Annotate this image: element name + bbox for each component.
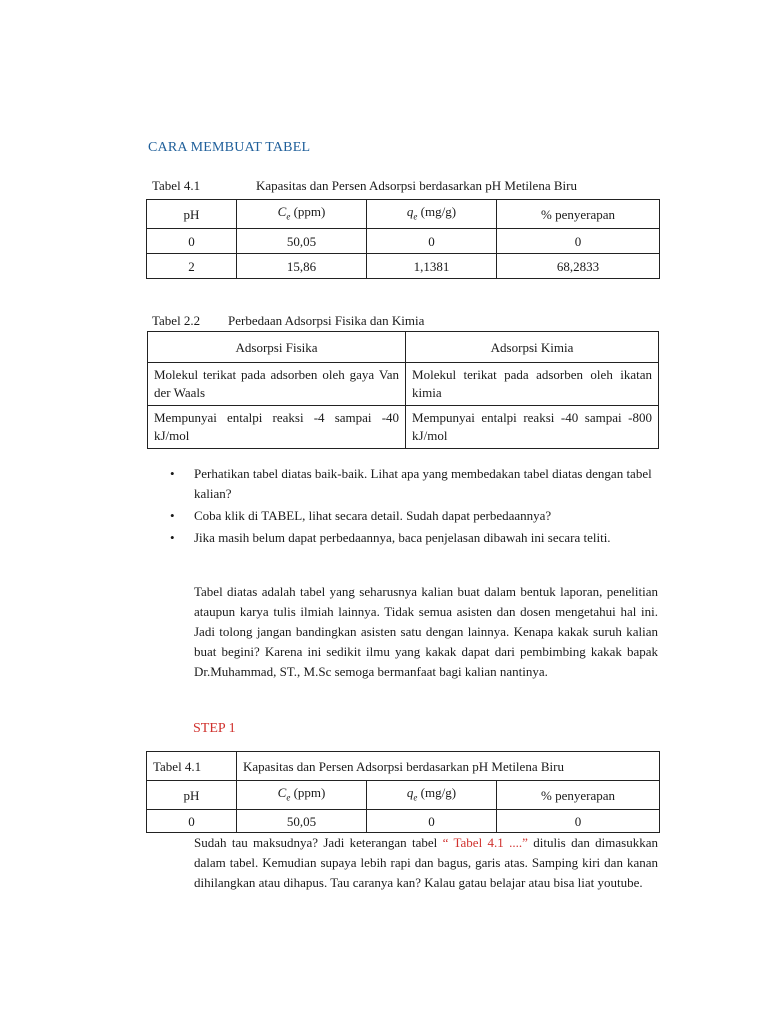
table3-header-qe: $q_e$ (mg/g) bbox=[367, 781, 497, 810]
table-cell: 0 bbox=[367, 810, 497, 833]
table3-caption-text: Kapasitas dan Persen Adsorpsi berdasarkan pH Metilena Biru bbox=[237, 752, 660, 781]
table3 bbox=[146, 751, 660, 833]
table-cell: 0 bbox=[497, 810, 660, 833]
table-row bbox=[148, 363, 659, 406]
table-cell: Molekul terikat pada adsorben oleh gaya Van der Waals bbox=[148, 363, 406, 406]
table1-header-penyerapan: % penyerapan bbox=[497, 200, 660, 229]
table1-caption-text: Kapasitas dan Persen Adsorpsi berdasarkan pH Metilena Biru bbox=[256, 178, 577, 193]
table-cell: 50,05 bbox=[237, 810, 367, 833]
bullet-icon: • bbox=[170, 508, 175, 523]
table1-header-ce: $C_e$ (ppm) bbox=[237, 200, 367, 229]
table-cell: Molekul terikat pada adsorben oleh ikatan kimia bbox=[406, 363, 659, 406]
table1-caption bbox=[152, 176, 577, 195]
table2-header-fisika: Adsorpsi Fisika bbox=[148, 332, 406, 363]
table-cell: 2 bbox=[147, 254, 237, 279]
table-row bbox=[148, 406, 659, 449]
table-cell: Mempunyai entalpi reaksi -40 sampai -800 kJ/mol bbox=[406, 406, 659, 449]
table-cell: 15,86 bbox=[237, 254, 367, 279]
highlighted-caption-text: “ Tabel 4.1 ....” bbox=[442, 835, 528, 850]
table-cell: Mempunyai entalpi reaksi -4 sampai -40 kJ/mol bbox=[148, 406, 406, 449]
table1-header-qe: $q_e$ (mg/g) bbox=[367, 200, 497, 229]
page-heading: CARA MEMBUAT TABEL bbox=[148, 140, 311, 155]
table3-caption-number: Tabel 4.1 bbox=[147, 752, 237, 781]
step-label: STEP 1 bbox=[193, 721, 236, 736]
list-item: • Coba klik di TABEL, lihat secara detail. Sudah dapat perbedaannya? bbox=[170, 506, 660, 526]
table-cell: 0 bbox=[367, 229, 497, 254]
table1-caption-number: Tabel 4.1 bbox=[152, 178, 201, 193]
table-cell: 68,2833 bbox=[497, 254, 660, 279]
table-cell: 0 bbox=[497, 229, 660, 254]
table-cell: 50,05 bbox=[237, 229, 367, 254]
table2-header-kimia: Adsorpsi Kimia bbox=[406, 332, 659, 363]
table2-caption bbox=[152, 311, 424, 330]
table3-header-penyerapan: % penyerapan bbox=[497, 781, 660, 810]
bullet-icon: • bbox=[170, 466, 175, 481]
table2-caption-text: Perbedaan Adsorpsi Fisika dan Kimia bbox=[228, 313, 425, 328]
table1-header-ph: pH bbox=[147, 200, 237, 229]
table3-header-ce: $C_e$ (ppm) bbox=[237, 781, 367, 810]
table2 bbox=[147, 331, 659, 449]
table-cell: 0 bbox=[147, 229, 237, 254]
explanation-paragraph: Tabel diatas adalah tabel yang seharusnya kalian buat dalam bentuk laporan, penelitian ataupun karya tulis ilmiah lainnya. Tidak semua asisten dan dosen mengetahui hal ini. Jadi tolong jangan bandingkan asisten satu dengan lainnya. Kenapa kakak suruh kalian buat begini? Karena ini sedikit ilmu yang kakak dapat dari pembimbing kakak bapak Dr.Muhammad, ST., M.Sc semoga bermanfaat bagi kalian nantinya. bbox=[194, 584, 658, 679]
table-cell: 1,1381 bbox=[367, 254, 497, 279]
table-row bbox=[147, 229, 660, 254]
table3-header-ph: pH bbox=[147, 781, 237, 810]
table2-caption-number: Tabel 2.2 bbox=[152, 313, 201, 328]
bullet-icon: • bbox=[170, 530, 175, 545]
table-cell: 0 bbox=[147, 810, 237, 833]
table-row bbox=[147, 810, 660, 833]
step1-paragraph: Sudah tau maksudnya? Jadi keterangan tabel “ Tabel 4.1 ....” ditulis dan dimasukkan dalam tabel. Kemudian supaya lebih rapi dan bagus, garis atas. Samping kiri dan kanan dihilangkan atau dihapus. Tau caranya kan? Kalau gatau belajar atau bisa liat youtube. bbox=[194, 835, 659, 890]
table-row bbox=[147, 254, 660, 279]
list-item: • Perhatikan tabel diatas baik-baik. Lihat apa yang membedakan tabel diatas dengan tabel kalian? bbox=[170, 466, 652, 501]
bullet-list bbox=[170, 464, 660, 550]
table1 bbox=[146, 199, 660, 279]
list-item: • Jika masih belum dapat perbedaannya, baca penjelasan dibawah ini secara teliti. bbox=[170, 528, 660, 548]
